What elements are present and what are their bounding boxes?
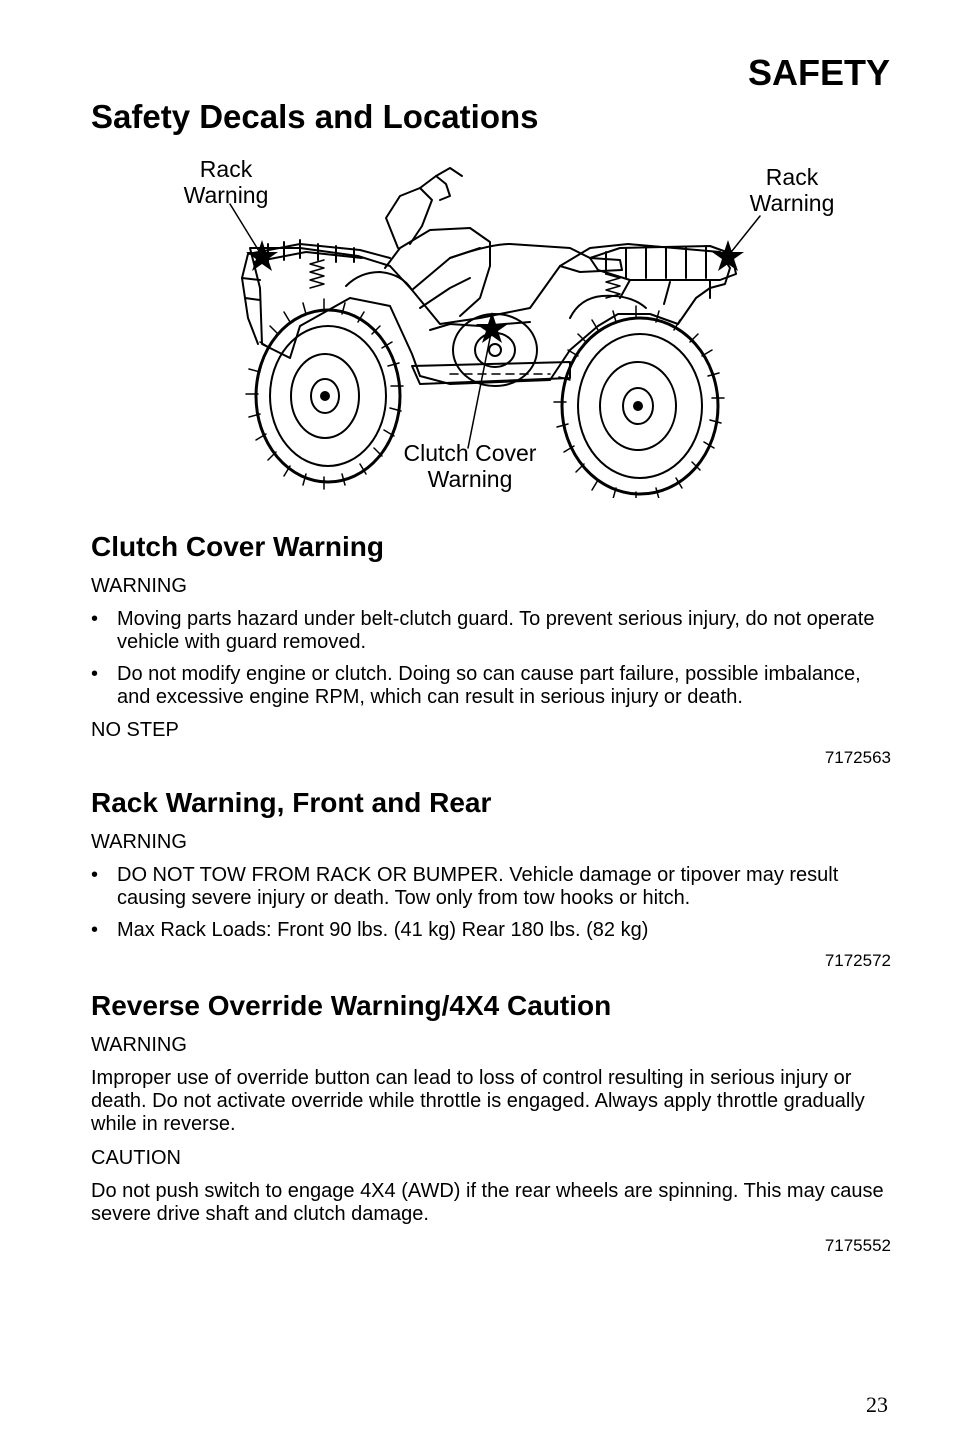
warning-label: WARNING	[91, 575, 187, 597]
callout-clutch-cover: Clutch Cover Warning	[403, 440, 537, 492]
atv-decal-location-diagram	[150, 148, 850, 498]
leader-rack-front	[230, 204, 262, 256]
list-item: • Do not modify engine or clutch. Doing so can cause part failure, possible imbalance, and excessive engine RPM, which can result in serious injury or death.	[91, 663, 891, 709]
page-title: Safety Decals and Locations	[91, 98, 539, 135]
leader-clutch-cover	[468, 328, 492, 448]
clutch-cover-warning-section	[91, 530, 891, 768]
page-number: 23	[866, 1392, 888, 1417]
section-heading: Reverse Override Warning/4X4 Caution	[91, 990, 612, 1021]
right-wheel	[554, 306, 724, 498]
decal-markers	[246, 240, 744, 343]
main-content	[91, 530, 891, 1274]
list-item: • Max Rack Loads: Front 90 lbs. (41 kg) Rear 180 lbs. (82 kg)	[91, 919, 891, 942]
part-number: 7172563	[824, 748, 891, 767]
section-heading: Clutch Cover Warning	[91, 531, 384, 562]
caution-label: CAUTION	[91, 1147, 181, 1169]
part-number: 7172572	[824, 951, 891, 970]
list-item: • Moving parts hazard under belt-clutch guard. To prevent serious injury, do not operate vehicle with guard removed.	[91, 608, 891, 654]
rack-warning-section	[91, 786, 891, 971]
reverse-override-section	[91, 989, 891, 1256]
list-item: • DO NOT TOW FROM RACK OR BUMPER. Vehicle damage or tipover may result causing severe injury or death. Tow only from tow hooks or hitch.	[91, 864, 891, 910]
callout-rack-rear: Rack Warning	[749, 164, 835, 216]
left-wheel	[246, 299, 403, 489]
part-number: 7175552	[824, 1236, 891, 1255]
chapter-title: SAFETY	[747, 52, 890, 93]
bullet-list	[91, 608, 891, 709]
star-icon-rack-front	[246, 240, 278, 271]
leader-rack-rear	[728, 216, 760, 256]
warning-label: WARNING	[91, 831, 187, 853]
caution-paragraph: Do not push switch to engage 4X4 (AWD) if the rear wheels are spinning. This may cause severe drive shaft and clutch damage.	[91, 1180, 884, 1225]
section-heading: Rack Warning, Front and Rear	[91, 787, 492, 818]
bullet-list	[91, 864, 891, 942]
warning-paragraph: Improper use of override button can lead to loss of control resulting in serious injury or death. Do not activate override while throttle is engaged. Always apply throttle gradually while in reverse.	[91, 1067, 865, 1135]
callout-rack-front: Rack Warning	[183, 156, 269, 208]
atv-body	[242, 168, 736, 386]
no-step-label: NO STEP	[91, 719, 179, 741]
warning-label: WARNING	[91, 1034, 187, 1056]
